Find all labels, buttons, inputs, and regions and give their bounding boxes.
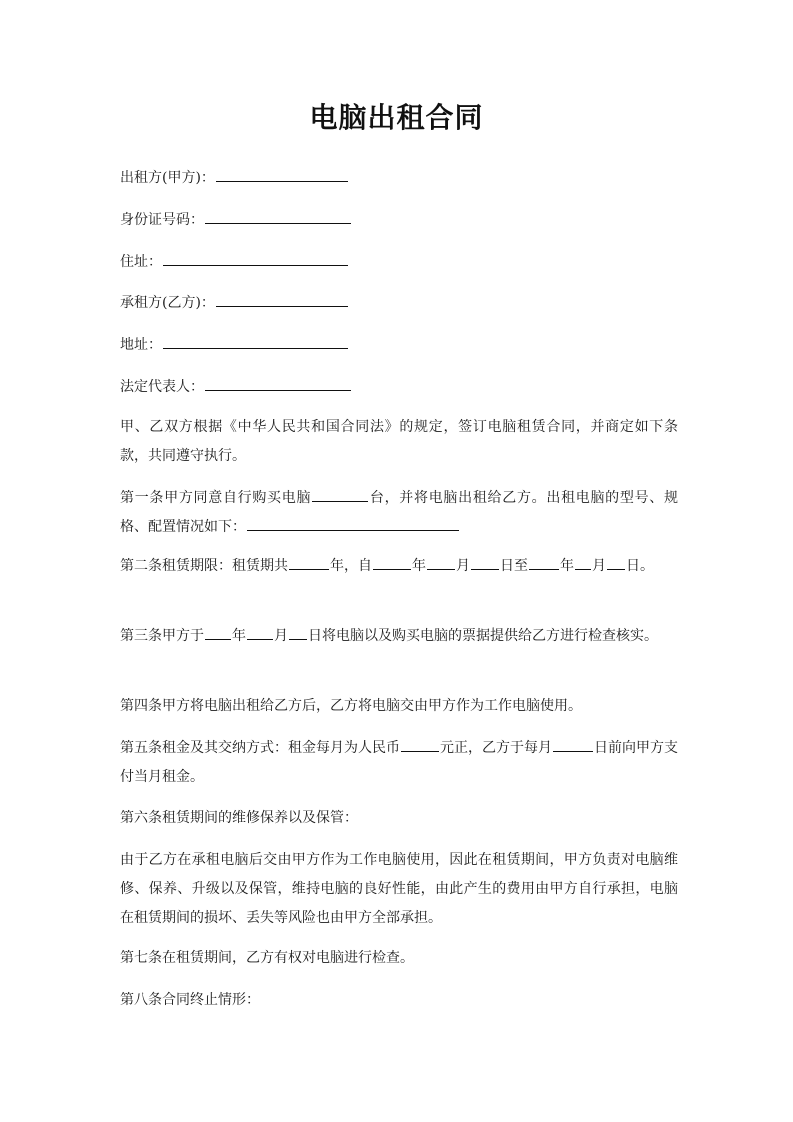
- article-text: 第二条租赁期限：租赁期共: [120, 558, 288, 574]
- field-legal-rep: [120, 373, 678, 402]
- article-1: [120, 484, 678, 542]
- end-day-blank[interactable]: [607, 555, 625, 570]
- start-month-blank[interactable]: [427, 555, 455, 570]
- article-text: 年: [232, 628, 246, 644]
- field-lessee: [120, 289, 678, 318]
- article-text: 日至: [500, 558, 528, 574]
- article-text: 年: [560, 558, 574, 574]
- article-8: 第八条合同终止情形：: [120, 992, 260, 1008]
- article-text: 元正，乙方于每月: [440, 740, 552, 756]
- end-month-blank[interactable]: [575, 555, 591, 570]
- field-lessor: [120, 164, 678, 193]
- preamble: 甲、乙双方根据《中华人民共和国合同法》的规定，签订电脑租赁合同，并商定如下条款，共同遵守执行。: [120, 419, 678, 464]
- field-address: [120, 331, 678, 360]
- id-number-blank[interactable]: [205, 209, 351, 224]
- article-2: [120, 552, 678, 581]
- payment-day-blank[interactable]: [553, 737, 593, 752]
- start-day-blank[interactable]: [471, 555, 499, 570]
- article-text: 日。: [626, 558, 654, 574]
- article-text: 月: [274, 628, 288, 644]
- lessor-blank[interactable]: [216, 167, 348, 182]
- field-label: 地址：: [120, 337, 162, 353]
- field-label: 法定代表人：: [120, 379, 204, 395]
- article-text: 第五条租金及其交纳方式：租金每月为人民币: [120, 740, 400, 756]
- start-year-blank[interactable]: [373, 555, 411, 570]
- lessee-blank[interactable]: [216, 292, 348, 307]
- address-blank[interactable]: [163, 334, 348, 349]
- provide-day-blank[interactable]: [289, 625, 307, 640]
- field-id-number: [120, 206, 678, 235]
- field-label: 出租方(甲方)：: [120, 170, 215, 186]
- article-text: 月: [456, 558, 470, 574]
- end-year-blank[interactable]: [529, 555, 559, 570]
- article-text: 第一条甲方同意自行购买电脑: [120, 490, 312, 506]
- field-residence: [120, 248, 678, 277]
- quantity-blank[interactable]: [312, 487, 368, 502]
- residence-blank[interactable]: [163, 251, 348, 266]
- provide-year-blank[interactable]: [205, 625, 231, 640]
- rent-amount-blank[interactable]: [401, 737, 439, 752]
- article-text: 第三条甲方于: [120, 628, 204, 644]
- article-text: 日前向甲方支付当月租金。: [120, 740, 678, 785]
- field-label: 承租方(乙方)：: [120, 295, 215, 311]
- article-text: 年，自: [330, 558, 372, 574]
- article-4: 第四条甲方将电脑出租给乙方后，乙方将电脑交由甲方作为工作电脑使用。: [120, 698, 582, 714]
- article-5: [120, 734, 678, 792]
- field-label: 身份证号码：: [120, 212, 204, 228]
- article-text: 月: [592, 558, 606, 574]
- article-6: 第六条租赁期间的维修保养以及保管：: [120, 810, 358, 826]
- article-text: 台，并将电脑出租给乙方。出租电脑的型号、规格、配置情况如下：: [120, 490, 679, 535]
- article-6-body: 由于乙方在承租电脑后交由甲方作为工作电脑使用，因此在租赁期间，甲方负责对电脑维修、保养、升级以及保管，维持电脑的良好性能，由此产生的费用由甲方自行承担，电脑在租赁期间的损坏、丢失等风险也由甲方全部承担。: [120, 852, 678, 926]
- spec-blank[interactable]: [247, 516, 459, 531]
- legal-rep-blank[interactable]: [205, 376, 351, 391]
- field-label: 住址：: [120, 254, 162, 270]
- lease-years-blank[interactable]: [289, 555, 329, 570]
- article-3: [120, 622, 678, 651]
- document-title: 电脑出租合同: [309, 101, 484, 134]
- article-text: 年: [412, 558, 426, 574]
- article-text: 日将电脑以及购买电脑的票据提供给乙方进行检查核实。: [308, 628, 658, 644]
- article-7: 第七条在租赁期间，乙方有权对电脑进行检查。: [120, 950, 414, 966]
- provide-month-blank[interactable]: [247, 625, 273, 640]
